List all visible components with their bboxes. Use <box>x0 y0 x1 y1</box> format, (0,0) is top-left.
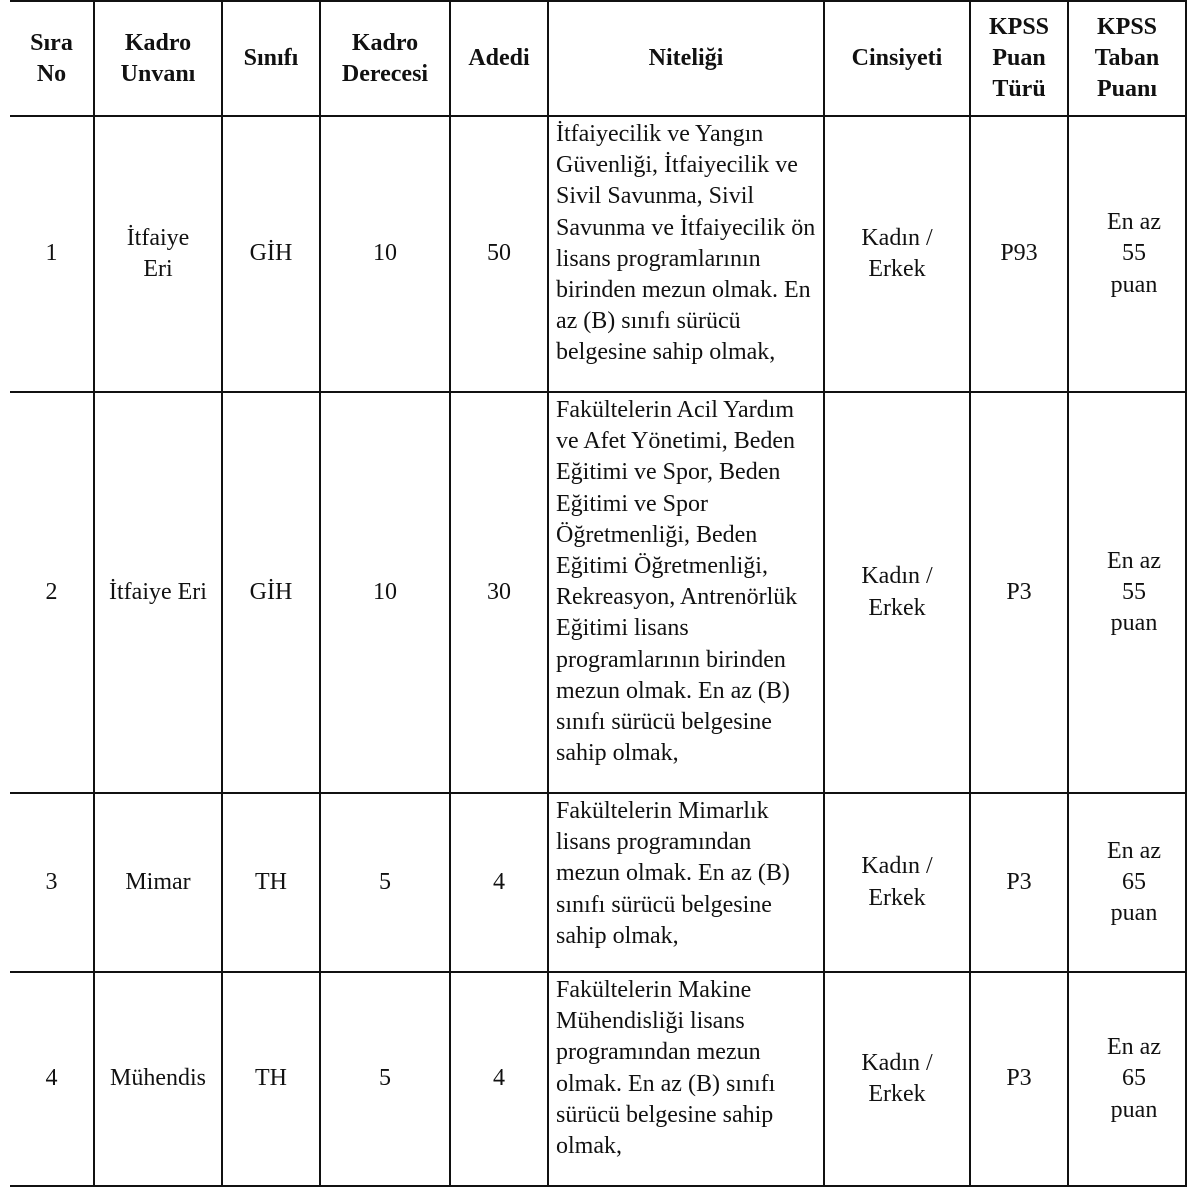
cell-niteligi: Fakültelerin Makine Mühendisliği lisans programından mezun olmak. En az (B) sınıfı sürücü belgesine sahip olmak, <box>548 972 824 1186</box>
header-sira-no: Sıra No <box>10 1 94 116</box>
cell-kadro-derecesi: 5 <box>320 972 450 1186</box>
cell-kadro-derecesi: 10 <box>320 116 450 392</box>
cell-kadro-derecesi: 5 <box>320 793 450 972</box>
cell-sira-no: 4 <box>10 972 94 1186</box>
table-row <box>10 116 1186 392</box>
cell-kpss-puan-turu: P3 <box>970 972 1068 1186</box>
cell-sinifi: GİH <box>222 116 320 392</box>
cell-kpss-taban-puani: En az 65 puan <box>1068 793 1186 972</box>
cell-adedi: 4 <box>450 793 548 972</box>
cell-sira-no: 2 <box>10 392 94 793</box>
cell-cinsiyeti: Kadın / Erkek <box>824 116 970 392</box>
header-kadro-derecesi: Kadro Derecesi <box>320 1 450 116</box>
cell-cinsiyeti: Kadın / Erkek <box>824 392 970 793</box>
header-row <box>10 1 1186 116</box>
cell-sinifi: TH <box>222 972 320 1186</box>
header-niteligi: Niteliği <box>548 1 824 116</box>
cell-kadro-unvani: İtfaiye Eri <box>94 392 222 793</box>
cell-kpss-taban-puani: En az 55 puan <box>1068 116 1186 392</box>
cell-cinsiyeti: Kadın / Erkek <box>824 972 970 1186</box>
cell-kadro-derecesi: 10 <box>320 392 450 793</box>
cell-sira-no: 3 <box>10 793 94 972</box>
table-row <box>10 793 1186 972</box>
cell-sinifi: GİH <box>222 392 320 793</box>
table-row <box>10 972 1186 1186</box>
header-kpss-puan-turu: KPSS Puan Türü <box>970 1 1068 116</box>
cell-sinifi: TH <box>222 793 320 972</box>
header-sinifi: Sınıfı <box>222 1 320 116</box>
cell-kpss-puan-turu: P93 <box>970 116 1068 392</box>
cell-kadro-unvani: Mühendis <box>94 972 222 1186</box>
header-cinsiyeti: Cinsiyeti <box>824 1 970 116</box>
header-kpss-taban-puani: KPSS Taban Puanı <box>1068 1 1186 116</box>
cell-kpss-puan-turu: P3 <box>970 392 1068 793</box>
header-kadro-unvani: Kadro Unvanı <box>94 1 222 116</box>
cell-sira-no: 1 <box>10 116 94 392</box>
cell-kpss-taban-puani: En az 55 puan <box>1068 392 1186 793</box>
table-row <box>10 392 1186 793</box>
cell-kpss-puan-turu: P3 <box>970 793 1068 972</box>
cell-adedi: 4 <box>450 972 548 1186</box>
cell-cinsiyeti: Kadın / Erkek <box>824 793 970 972</box>
cell-kadro-unvani: Mimar <box>94 793 222 972</box>
cell-niteligi: Fakültelerin Acil Yardım ve Afet Yönetimi, Beden Eğitimi ve Spor, Beden Eğitimi ve Spor Öğretmenliği, Beden Eğitimi Öğretmenliği, Rekreasyon, Antrenörlük Eğitimi lisans programlarının birinden mezun olmak. En az (B) sınıfı sürücü belgesine sahip olmak, <box>548 392 824 793</box>
header-adedi: Adedi <box>450 1 548 116</box>
kadro-table <box>10 0 1187 1187</box>
cell-niteligi: Fakültelerin Mimarlık lisans programından mezun olmak. En az (B) sınıfı sürücü belgesine sahip olmak, <box>548 793 824 972</box>
cell-niteligi: İtfaiyecilik ve Yangın Güvenliği, İtfaiyecilik ve Sivil Savunma, Sivil Savunma ve İtfaiyecilik ön lisans programlarının birinden mezun olmak. En az (B) sınıfı sürücü belgesine sahip olmak, <box>548 116 824 392</box>
cell-kpss-taban-puani: En az 65 puan <box>1068 972 1186 1186</box>
cell-kadro-unvani: İtfaiye Eri <box>94 116 222 392</box>
cell-adedi: 30 <box>450 392 548 793</box>
cell-adedi: 50 <box>450 116 548 392</box>
